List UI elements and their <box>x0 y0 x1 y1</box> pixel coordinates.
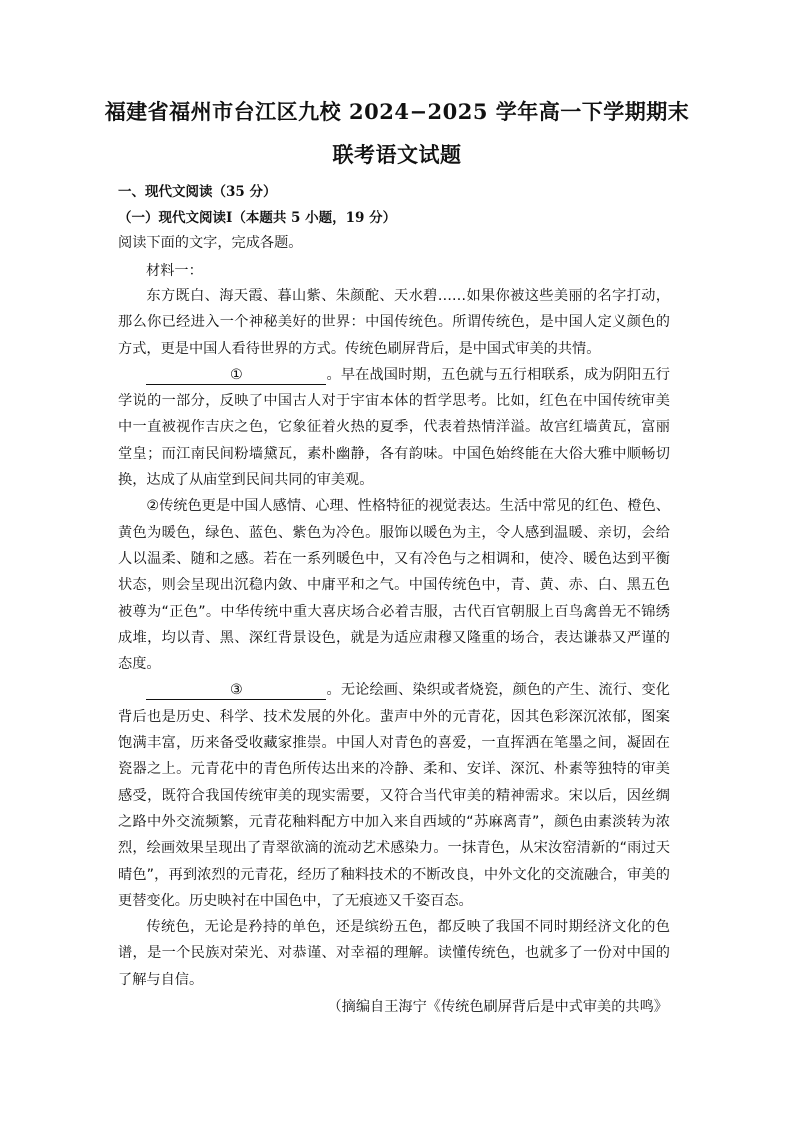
paragraph-1: 东方既白、海天霞、暮山紫、朱颜酡、天水碧……如果你被这些美丽的名字打动，那么你已经进入一个神秘美好的世界：中国传统色。所谓传统色，是中国人定义颜色的方式，更是中国人看待世界的方式。传统色刷屏背后，是中国式审美的共情。 <box>118 288 670 357</box>
paragraph-2 <box>118 362 670 493</box>
subsection-heading: （一）现代文阅读Ⅰ（本题共 5 小题，19 分） <box>118 210 397 226</box>
fill-blank-3: ③ <box>146 681 326 700</box>
title-line-1: 福建省福州市台江区九校 2024−2025 学年高一下学期期末 <box>104 99 690 124</box>
instruction-text: 阅读下面的文字，完成各题。 <box>118 235 303 251</box>
title-line-2: 联考语文试题 <box>332 142 462 167</box>
material-label: 材料一： <box>146 263 203 279</box>
paragraph-5: 传统色，无论是矜持的单色，还是缤纷五色，都反映了我国不同时期经济文化的色谱，是一个民族对荣光、对恭谨、对幸福的理解。读懂传统色，也就多了一份对中国的了解与自信。 <box>118 919 670 988</box>
section-heading: 一、现代文阅读（35 分） <box>118 184 277 200</box>
paragraph-2-text: 。早在战国时期，五色就与五行相联系，成为阴阳五行学说的一部分，反映了中国古人对于宇宙本体的哲学思考。比如，红色在中国传统审美中一直被视作吉庆之色，它象征着火热的夏季，代表着热情洋溢。故宫红墙黄瓦，富丽堂皇；而江南民间粉墙黛瓦，素朴幽静，各有韵味。中国色始终能在大俗大雅中顺畅切换，达成了从庙堂到民间共同的审美观。 <box>118 366 670 489</box>
source-citation: （摘编自王海宁《传统色刷屏背后是中式审美的共鸣》 <box>327 999 668 1015</box>
paragraph-3: ②传统色更是中国人感情、心理、性格特征的视觉表达。生活中常见的红色、橙色、黄色为暖色，绿色、蓝色、紫色为冷色。服饰以暖色为主，令人感到温暖、亲切，会给人以温柔、随和之感。若在一系列暖色中，又有冷色与之相调和，使冷、暖色达到平衡状态，则会呈现出沉稳内敛、中庸平和之气。中国传统色中，青、黄、赤、白、黑五色被尊为“正色”。中华传统中重大喜庆场合必着吉服，古代百官朝服上百鸟禽兽无不锦绣成堆，均以青、黑、深红背景设色，就是为适应肃穆又隆重的场合，表达谦恭又严谨的态度。 <box>118 498 670 673</box>
paragraph-4 <box>118 677 670 914</box>
article-body <box>118 283 670 993</box>
paragraph-4-text: 。无论绘画、染织或者烧瓷，颜色的产生、流行、变化背后也是历史、科学、技术发展的外化。蜚声中外的元青花，因其色彩深沉浓郁，图案饱满丰富，历来备受收藏家推崇。中国人对青色的喜爱，一直挥洒在笔墨之间，凝固在瓷器之上。元青花中的青色所传达出来的冷静、柔和、安详、深沉、朴素等独特的审美感受，既符合我国传统审美的现实需要，又符合当代审美的精神需求。宋以后，因丝绸之路中外交流频繁，元青花釉料配方中加入来自西域的“苏麻离青”，颜色由素淡转为浓烈，绘画效果呈现出了青翠欲滴的流动艺术感染力。一抹青色，从宋汝窑清新的“雨过天晴色”，再到浓烈的元青花，经历了釉料技术的不断改良，中外文化的交流融合，审美的更替变化。历史映衬在中国色中，了无痕迹又千姿百态。 <box>118 682 670 909</box>
fill-blank-1: ① <box>146 366 326 385</box>
